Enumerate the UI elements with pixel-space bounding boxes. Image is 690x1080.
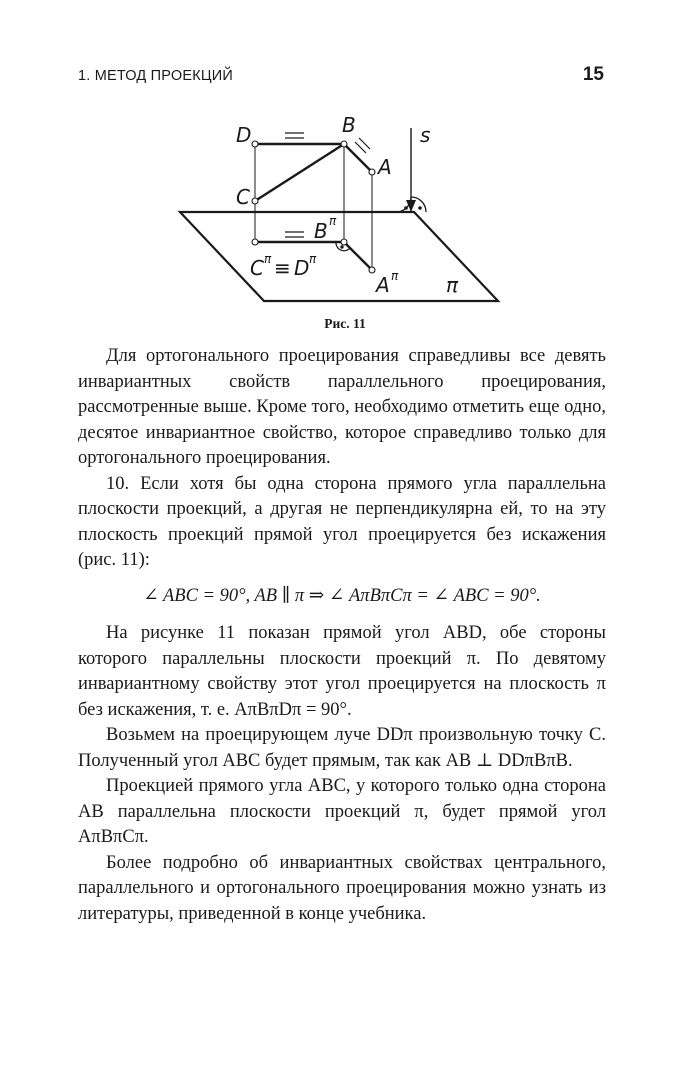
label-s: s <box>420 123 431 147</box>
orthogonal-projection-diagram <box>170 108 510 308</box>
point-b <box>341 141 347 147</box>
label-a-pi-sup: π <box>391 269 399 283</box>
point-a <box>369 169 375 175</box>
paragraph-6: Более подробно об инвариантных свойствах центрального, параллельного и ортогонального проецирования можно узнать из литературы, приведенной в конце учебника. <box>78 852 606 924</box>
paragraph-4: Возьмем на проецирующем луче DDπ произвольную точку C. Полученный угол ABC будет прямым, так как AB ⊥ DDπBπB. <box>78 725 606 771</box>
body-text <box>78 344 606 927</box>
figure-caption: Рис. 11 <box>324 316 366 331</box>
dot-s-right <box>418 206 422 210</box>
label-b-pi: B <box>314 219 328 243</box>
section-title: 1. МЕТОД ПРОЕКЦИЙ <box>78 68 234 84</box>
formula: ∠ ABC = 90°, AB ∥ π ⇒ ∠ AπBπCπ = ∠ ABC = 90°. <box>143 585 541 606</box>
label-c-pi: C <box>250 256 264 280</box>
label-equiv: ≡ <box>274 256 291 280</box>
label-plane-pi: π <box>446 273 459 297</box>
segment-ba <box>344 144 372 172</box>
label-d-pi: D <box>294 256 310 280</box>
dot-proj <box>340 245 343 248</box>
point-d <box>252 141 258 147</box>
point-dpi <box>252 239 258 245</box>
paragraph-2: 10. Если хотя бы одна сторона прямого угла параллельна плоскости проекций, а другая не перпендикулярна ей, то на эту плоскость проекций прямой угол проецируется без искажения (рис. 11): <box>78 473 606 570</box>
paragraph-3: На рисунке 11 показан прямой угол ABD, обе стороны которого параллельны плоскости проекций π. По девятому инвариантному свойству этот угол проецируется на плоскость π без искажения, т. е. AπBπDπ = 90°. <box>78 623 606 720</box>
paragraph-5: Проекцией прямого угла ABC, у которого только одна сторона AB параллельна плоскости проекций π, будет прямой угол AπBπCπ. <box>78 776 606 847</box>
running-header <box>78 64 604 90</box>
label-d-pi-sup: π <box>309 252 317 266</box>
label-c-pi-sup: π <box>264 252 272 266</box>
label-b: B <box>342 113 356 137</box>
paragraph-1: Для ортогонального проецирования справедливы все девять инвариантных свойств параллельного проецирования, рассмотренные выше. Кроме того, необходимо отметить еще одно, десятое инвариантное свойство, которое справедливо только для ортогонального проецирования. <box>78 346 606 468</box>
label-a: A <box>378 155 392 179</box>
page-number: 15 <box>582 64 604 85</box>
dot-s-left <box>404 206 408 210</box>
label-c: C <box>236 185 250 209</box>
segment-cb <box>255 144 344 201</box>
point-bpi <box>341 239 347 245</box>
label-a-pi: A <box>376 273 390 297</box>
point-api <box>369 267 375 273</box>
label-b-pi-sup: π <box>329 214 337 228</box>
right-angle-arc-s <box>396 197 411 212</box>
label-d: D <box>236 123 252 147</box>
point-c <box>252 198 258 204</box>
figure-11 <box>170 108 510 308</box>
segment-bpi-api <box>344 242 372 270</box>
